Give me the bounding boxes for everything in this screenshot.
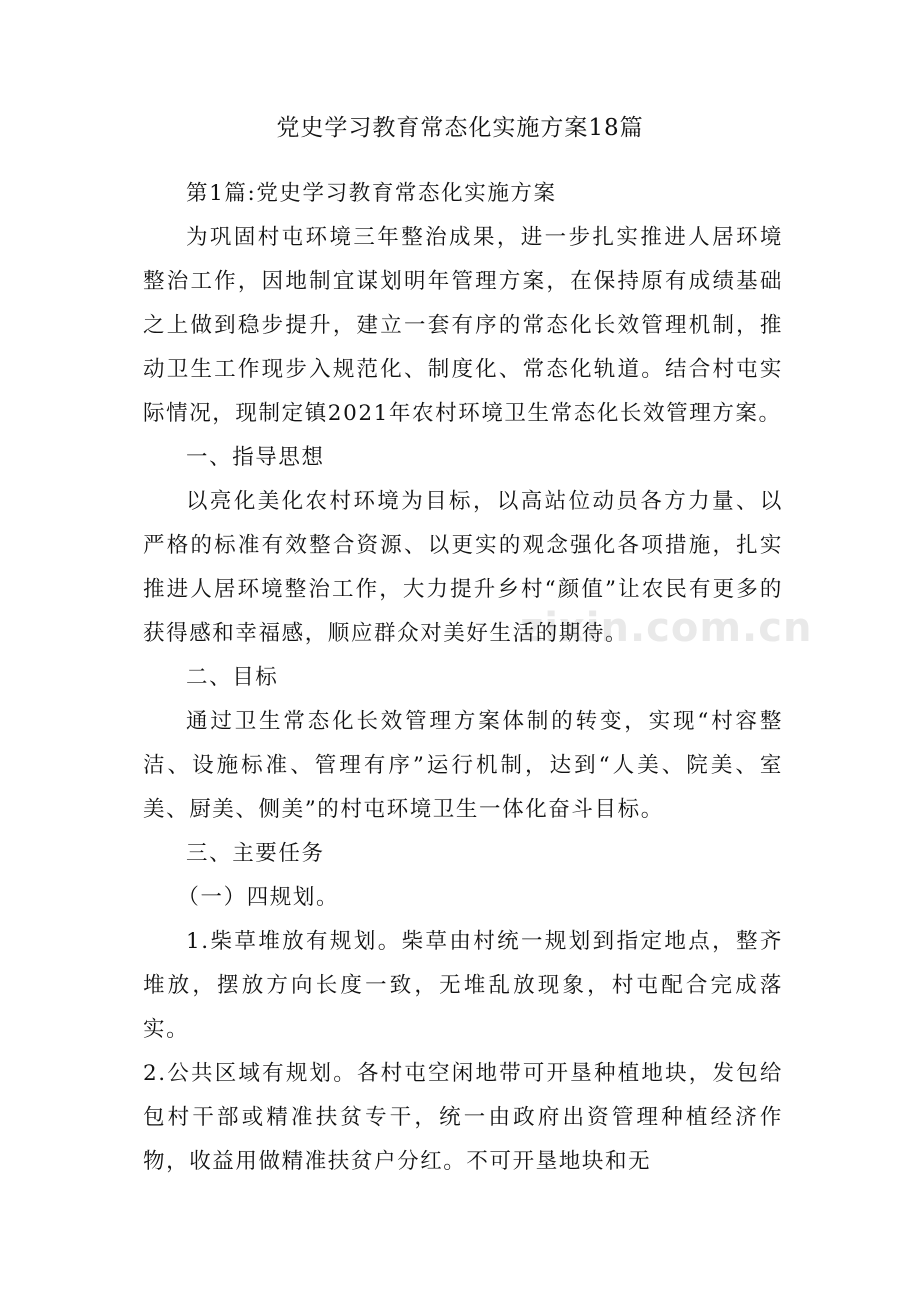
paragraph-goals: 通过卫生常态化长效管理方案体制的转变，实现“村容整洁、设施标准、管理有序”运行机制，达到“人美、院美、室美、厨美、侧美”的村屯环境卫生一体化奋斗目标。: [143, 709, 783, 822]
paragraph-guiding-ideology: 以亮化美化农村环境为目标，以高站位动员各方力量、以严格的标准有效整合资源、以更实的观念强化各项措施，扎实推进人居环境整治工作，大力提升乡村“颜值”让农民有更多的获得感和幸福感，顺应群众对美好生活的期待。: [143, 489, 783, 646]
list-item-straw-stacking: 1.柴草堆放有规划。柴草由村统一规划到指定地点，整齐堆放，摆放方向长度一致，无堆乱放现象，村屯配合完成落实。: [143, 929, 783, 1042]
chapter-heading: 第1篇:党史学习教育常态化实施方案: [186, 181, 557, 206]
section-heading-main-tasks: 三、主要任务: [186, 841, 325, 866]
section-heading-goals: 二、目标: [186, 665, 279, 690]
watermark: zixin.com.cn: [520, 605, 813, 651]
document-title: 党史学习教育常态化实施方案18篇: [276, 115, 644, 141]
document-body: [143, 172, 783, 1184]
paragraph-intro: 为巩固村屯环境三年整治成果，进一步扎实推进人居环境整治工作，因地制宜谋划明年管理方案，在保持原有成绩基础之上做到稳步提升，建立一套有序的常态化长效管理机制，推动卫生工作现步入规范化、制度化、常态化轨道。结合村屯实际情况，现制定镇2021年农村环境卫生常态化长效管理方案。: [143, 225, 783, 426]
list-item-public-areas: 2.公共区域有规划。各村屯空闲地带可开垦种植地块，发包给包村干部或精准扶贫专干，统一由政府出资管理种植经济作物，收益用做精准扶贫户分红。不可开垦地块和无: [143, 1061, 783, 1174]
subsection-heading-four-plans: （一）四规划。: [177, 885, 340, 910]
section-heading-guiding-ideology: 一、指导思想: [186, 445, 325, 470]
